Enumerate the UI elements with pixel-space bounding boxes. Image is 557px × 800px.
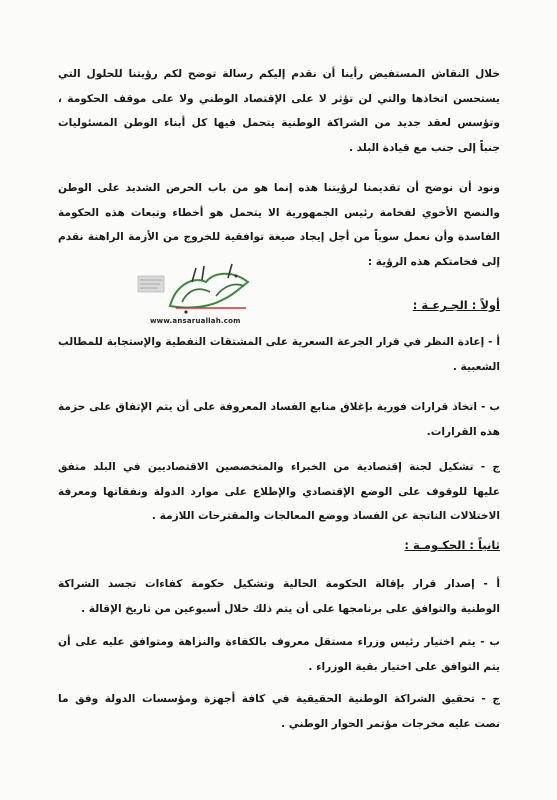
intro-line: يستحسن اتخاذها والتي لن تؤثر لا على الإقتصاد الوطني ولا على موقف الحكومة ، <box>58 92 500 105</box>
item-line: يتم التوافق على اختيار بقية الوزراء . <box>308 660 500 673</box>
section1-item-b <box>58 395 500 444</box>
section1-item-c <box>58 455 500 529</box>
second-paragraph <box>58 176 500 274</box>
section1-title: أولاً : الجـرعـة : <box>412 298 500 312</box>
item-line: نصت عليه مخرجات مؤتمر الحوار الوطني . <box>281 717 500 730</box>
item-line: الوطنية والتوافق على برنامجها على أن يتم ذلك خلال أسبوعين من تاريخ الإقالة . <box>81 602 500 615</box>
item-line: أ - إعادة النظر في قرار الجرعة السعرية على المشتقات النفطية والإستجابة للمطالب <box>58 336 500 348</box>
intro-line: وتؤسس لعقد جديد من الشراكة الوطنية يتحمل فيها كل أبناء الوطن المسئوليات <box>58 117 500 129</box>
item-line: الاختلالات الناتجة عن الفساد ووضع المعالجات والمقترحات اللازمة . <box>151 510 500 522</box>
item-line: هذه القرارات. <box>426 425 500 438</box>
intro-paragraph <box>58 62 500 160</box>
section2-item-b <box>58 630 500 679</box>
item-line: ج - تحقيق الشراكة الوطنية الحقيقية في كافة أجهزة ومؤسسات الدولة وفق ما <box>58 693 500 705</box>
section2-item-a <box>58 572 500 621</box>
intro-line: جنباً إلى جنب مع قيادة البلد . <box>348 141 500 154</box>
item-line: الشعبية . <box>452 360 500 373</box>
logo-url-text: www.ansaruallah.com <box>150 317 241 325</box>
second-line: الفاسدة وأن نعمل سوياً من أجل إيجاد صيغة توافقية للخروج من الأزمة الراهنة نقدم <box>58 231 500 243</box>
item-line: ج - تشكيل لجنة إقتصادية من الخبراء والمتخصصين الاقتصاديين في البلد متفق <box>58 461 500 473</box>
section2-item-c <box>58 687 500 736</box>
section2-title: ثانياً : الحكـومـة : <box>404 538 500 552</box>
section1-item-a <box>58 330 500 379</box>
item-line: عليها للوقوف على الوضع الإقتصادي والإطلاع على موارد الدولة ونفقاتها ومعرفة <box>58 485 500 498</box>
second-line: ونود أن نوضح أن تقديمنا لرؤيتنا هذه إنما هو من باب الحرص الشديد على الوطن <box>58 182 500 194</box>
intro-line: خلال النقاش المستفيض رأينا أن نقدم إليكم رسالة توضح لكم رؤيتنا للحلول التي <box>58 68 500 80</box>
item-line: أ - إصدار قرار بإقالة الحكومة الحالية وتشكيل حكومة كفاءات تجسد الشراكة <box>58 578 500 590</box>
item-line: ب - يتم اختيار رئيس وزراء مستقل معروف بالكفاءة والنزاهة ومتوافق عليه على أن <box>58 636 500 648</box>
second-line: إلى فخامتكم هذه الرؤية : <box>367 255 500 268</box>
item-line: ب - اتخاذ قرارات فورية بإغلاق منابع الفساد المعروفة على أن يتم الإتفاق على حزمة <box>58 401 500 413</box>
second-line: والنصح الأخوي لفخامة رئيس الجمهورية الا يتحمل هو أخطاء وتبعات هذه الحكومة <box>58 206 500 219</box>
